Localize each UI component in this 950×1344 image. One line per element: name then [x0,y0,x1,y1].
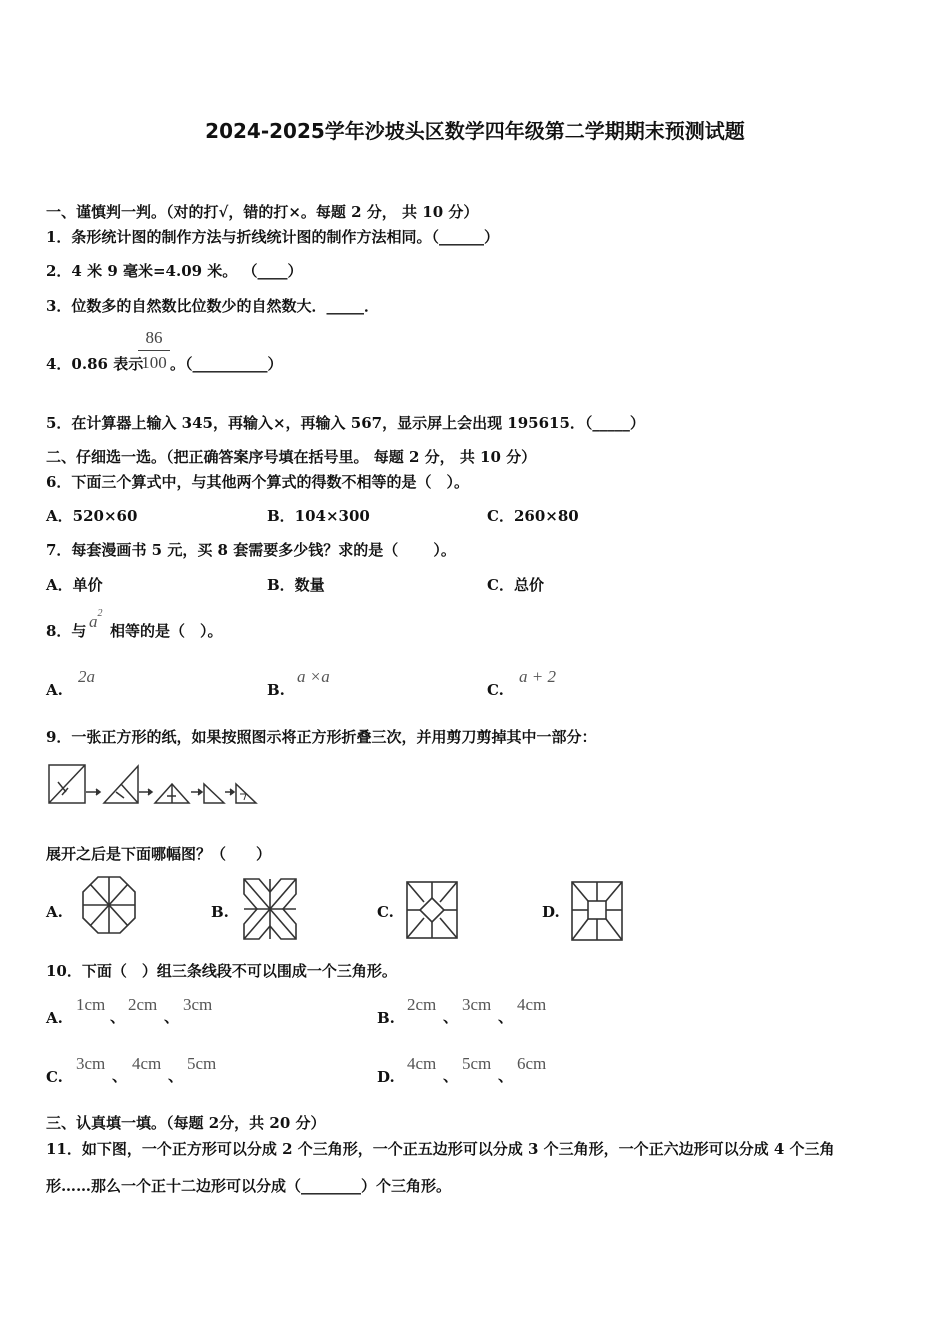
q9-label-d: D. [542,903,560,921]
q8-label-b: B. [267,681,285,699]
q10-label-a: A. [46,1009,63,1027]
q8-option-a: 2a [78,667,95,686]
q9-label-c: C. [377,903,394,921]
question-4-prefix: 4．0.86 表示 [46,355,144,373]
q10-a-len3: 3cm [183,995,213,1014]
q10-d-len1: 4cm [407,1054,437,1073]
q9-figure-a [80,874,138,936]
q10-c-len3: 5cm [187,1054,217,1073]
q10-c-len1: 3cm [76,1054,106,1073]
q6-option-c: C．260×80 [487,507,579,525]
q8-label-c: C. [487,681,504,699]
question-2: 2．4 米 9 毫米=4.09 米。 （____） [46,262,303,280]
q7-option-c: C．总价 [487,576,544,594]
q10-sep: 、 [498,1067,514,1085]
fraction-denominator: 100 [141,353,167,372]
q10-b-len3: 4cm [517,995,547,1014]
q7-option-a: A．单价 [46,576,103,594]
q8-option-c: a + 2 [519,667,556,686]
section-heading-1: 一、谨慎判一判。（对的打√，错的打×。每题 2 分， 共 10 分） [46,203,479,221]
q9-figure-d [569,879,625,943]
question-6: 6．下面三个算式中，与其他两个算式的得数不相等的是（ ）。 [46,473,469,491]
question-4-suffix: 。（__________） [170,355,283,373]
question-1: 1．条形统计图的制作方法与折线统计图的制作方法相同。（______） [46,228,499,246]
question-11-line-1: 11．如下图，一个正方形可以分成 2 个三角形，一个正五边形可以分成 3 个三角形，一个正六边形可以分成 4 个三角 [46,1140,835,1158]
q8-expr-exponent: 2 [97,608,103,619]
question-9-prompt: 展开之后是下面哪幅图？（ ） [46,845,272,863]
q9-figure-b [241,876,299,942]
q10-a-len1: 1cm [76,995,106,1014]
fraction-bar [138,350,170,351]
section-heading-3: 三、认真填一填。（每题 2分，共 20 分） [46,1114,326,1132]
q9-label-b: B. [211,903,229,921]
q10-sep: 、 [498,1008,514,1026]
q10-b-len1: 2cm [407,995,437,1014]
q6-option-b: B．104×300 [267,507,370,525]
q10-d-len3: 6cm [517,1054,547,1073]
q10-c-len2: 4cm [132,1054,162,1073]
fraction-numerator: 86 [145,328,163,347]
q9-figure-c [404,879,460,941]
folding-diagram [46,760,260,810]
question-9: 9．一张正方形的纸，如果按照图示将正方形折叠三次，并用剪刀剪掉其中一部分： [46,728,597,746]
question-10: 10．下面（ ）组三条线段不可以围成一个三角形。 [46,962,397,980]
q10-sep: 、 [443,1008,459,1026]
question-3: 3．位数多的自然数比位数少的自然数大．_____． [46,297,379,315]
q9-label-a: A. [46,903,63,921]
q8-expression [89,608,103,632]
q10-label-d: D. [377,1068,395,1086]
q10-sep: 、 [110,1008,126,1026]
q10-label-c: C. [46,1068,63,1086]
section-heading-2: 二、仔细选一选。（把正确答案序号填在括号里。 每题 2 分， 共 10 分） [46,448,537,466]
q10-sep: 、 [112,1067,128,1085]
fraction [138,328,170,373]
q10-label-b: B. [377,1009,395,1027]
q10-b-len2: 3cm [462,995,492,1014]
q8-label-a: A. [46,681,63,699]
q7-option-b: B．数量 [267,576,325,594]
question-7: 7．每套漫画书 5 元，买 8 套需要多少钱？求的是（ ）。 [46,541,456,559]
q8-expr-base: a [89,612,98,631]
question-5: 5．在计算器上输入 345，再输入×，再输入 567，显示屏上会出现 195615．（_____） [46,414,645,432]
q10-sep: 、 [164,1008,180,1026]
page-title: 2024-2025学年沙坡头区数学四年级第二学期期末预测试题 [205,119,745,143]
q10-d-len2: 5cm [462,1054,492,1073]
q6-option-a: A．520×60 [46,507,138,525]
question-11-line-2: 形……那么一个正十二边形可以分成（________）个三角形。 [46,1177,452,1195]
q10-sep: 、 [443,1067,459,1085]
question-8-suffix: 相等的是（ ）。 [110,622,223,640]
question-8-prefix: 8．与 [46,622,87,640]
q10-a-len2: 2cm [128,995,158,1014]
q10-sep: 、 [168,1067,184,1085]
q8-option-b: a ×a [297,667,330,686]
